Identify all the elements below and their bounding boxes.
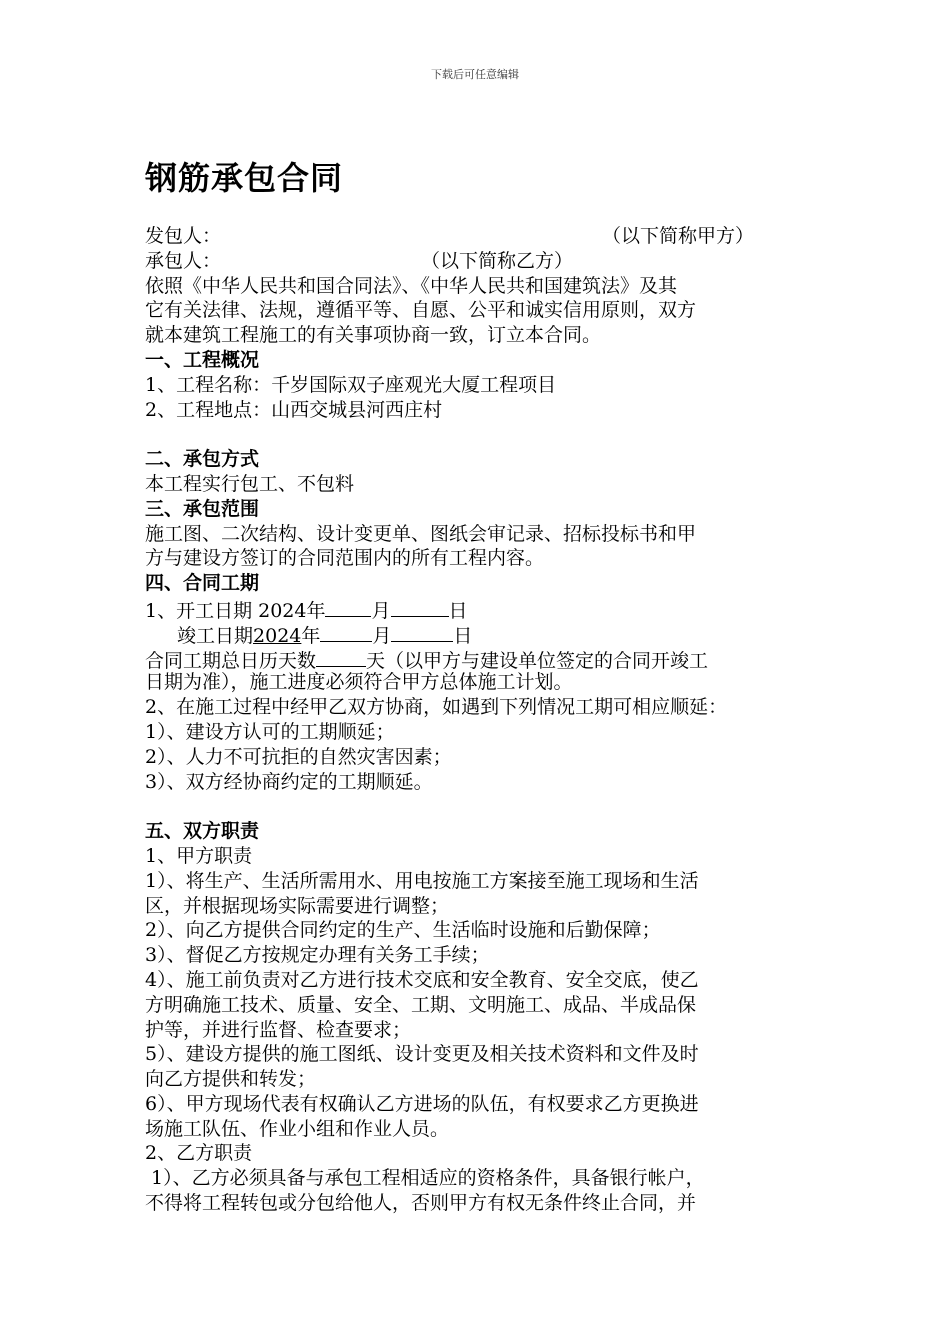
paragraph-line: 1）、将生产、生活所需用水、用电按施工方案接至施工现场和生活 [145,869,699,892]
paragraph-line: 区，并根据现场实际需要进行调整； [145,894,450,917]
paragraph-line: 护等，并进行监督、检查要求； [145,1018,412,1041]
section-heading: 一、工程概况 [145,348,260,371]
paragraph-line: 方与建设方签订的合同范围内的所有工程内容。 [145,547,545,570]
paragraph-line: 向乙方提供和转发； [145,1068,317,1091]
intro-line: 依照《中华人民共和国合同法》、《中华人民共和国建筑法》及其 [145,274,678,297]
list-item: 2、工程地点：山西交城县河西庄村 [145,398,443,421]
page-header: 下载后可任意编辑 [431,68,519,81]
paragraph-line: 施工图、二次结构、设计变更单、图纸会审记录、招标投标书和甲 [145,522,697,545]
paragraph-line: 2、在施工过程中经甲乙双方协商，如遇到下列情况工期可相应顺延： [145,696,728,719]
days-blank [316,646,366,667]
day-blank [391,596,449,617]
paragraph-line: 5）、建设方提供的施工图纸、设计变更及相关技术资料和文件及时 [145,1043,699,1066]
party-a-line: 发包人： （以下简称甲方） [145,225,755,247]
intro-line: 它有关法律、法规，遵循平等、自愿、公平和诚实信用原则，双方 [145,299,697,322]
party-b-line: 承包人： （以下简称乙方） [145,249,574,272]
day-blank [391,621,453,642]
list-item: 3）、双方经协商约定的工期顺延。 [145,770,433,793]
paragraph-line: 场施工队伍、作业小组和作业人员。 [145,1117,450,1140]
subsection-title: 1、甲方职责 [145,844,253,867]
section-heading: 五、双方职责 [145,820,260,843]
paragraph-line: 3）、督促乙方按规定办理有关务工手续； [145,944,490,967]
list-item: 2）、人力不可抗拒的自然灾害因素； [145,745,452,768]
paragraph-line: 1）、乙方必须具备与承包工程相适应的资格条件，具备银行帐户， [145,1167,705,1190]
paragraph-line: 方明确施工技术、质量、安全、工期、文明施工、成品、半成品保 [145,993,697,1016]
section-heading: 三、承包范围 [145,497,260,520]
month-blank [325,596,371,617]
document-body [145,224,825,1216]
subsection-title: 2、乙方职责 [145,1142,253,1165]
document-title: 钢筋承包合同 [145,159,344,197]
paragraph-line: 6）、甲方现场代表有权确认乙方进场的队伍，有权要求乙方更换进 [145,1092,699,1115]
section-heading: 四、合同工期 [145,572,260,595]
section-heading: 二、承包方式 [145,448,260,471]
end-date-line: 竣工日期2024年 月 日 [145,621,825,646]
paragraph-line: 日期为准），施工进度必须符合甲方总体施工计划。 [145,671,573,694]
intro-line: 就本建筑工程施工的有关事项协商一致，订立本合同。 [145,324,602,347]
start-date-line: 1、开工日期 2024年 月 日 [145,596,825,621]
list-item: 1、工程名称：千岁国际双子座观光大厦工程项目 [145,373,557,396]
paragraph-line: 2）、向乙方提供合同约定的生产、生活临时设施和后勤保障； [145,919,661,942]
total-days-line: 合同工期总日历天数 天（以甲方与建设单位签定的合同开竣工 [145,646,825,671]
month-blank [320,621,372,642]
paragraph-line: 4）、施工前负责对乙方进行技术交底和安全教育、安全交底，使乙 [145,968,699,991]
paragraph-line: 不得将工程转包或分包给他人，否则甲方有权无条件终止合同，并 [145,1192,697,1215]
list-item: 1）、建设方认可的工期顺延； [145,720,395,743]
paragraph-line: 本工程实行包工、不包料 [145,472,355,495]
